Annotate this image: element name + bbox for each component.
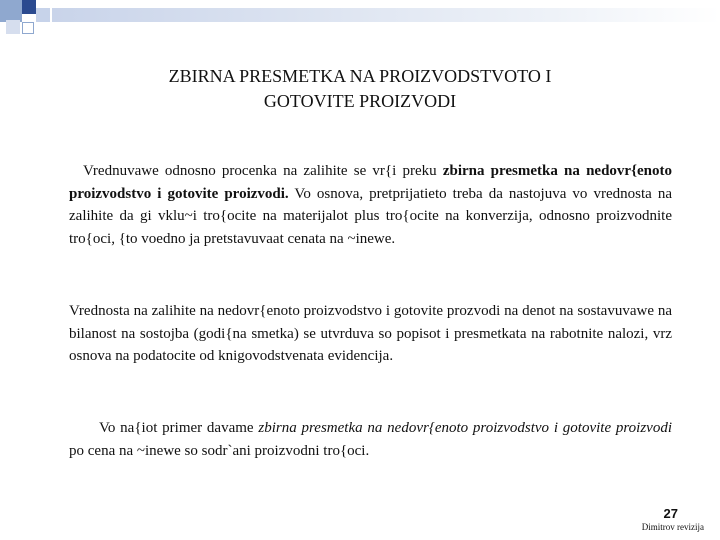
footer-text: Dimitrov revizija <box>641 522 704 532</box>
paragraph-2: Vrednosta na zalihite na nedovr{enoto proizvodstvo i gotovite prozvodi na denot na sostavuvawe na bilanost na sostojba (godi{na smetka) se utvrduva so popisot i presmetkata na rabotnite nalozi, vrz osnova na podatocite od knigovodstvenata evidencija. <box>69 303 672 364</box>
corner-decor-square <box>0 0 22 22</box>
corner-decor-square <box>36 8 50 22</box>
paragraph-3-italic: zbirna presmetka na nedovr{enoto proizvodstvo i gotovite proizvodi <box>258 420 672 436</box>
paragraph-1-text-b: Vo osnova, pretprijatieto treba da nastojuva vo vrednosta na zalihite da gi vklu~i tro{ocite na materijalot plus tro{ocite na konverzija, odnosno proizvodnite tro{oci, {to voedno ja pretstavuvaat cenata na ~inewe. <box>69 185 672 247</box>
title-line-1: ZBIRNA PRESMETKA NA PROIZVODSTVOTO I <box>168 66 552 86</box>
corner-decor-square <box>22 0 36 14</box>
title-line-2: GOTOVITE PROIZVODI <box>263 91 457 111</box>
page-number: 27 <box>663 506 678 521</box>
paragraph-3-text-a: Vo na{iot primer davame <box>99 420 259 436</box>
paragraph-1-text-a: Vrednuvawe odnosno procenka na zalihite se vr{i preku <box>83 163 443 179</box>
paragraph-1-bold: zbirna presmetka na nedovr{enoto proizvodstvo i gotovite proizvodi. <box>69 163 672 202</box>
corner-decor-square <box>6 20 20 34</box>
paragraph-3-text-b: po cena na ~inewe so sodr`ani proizvodni tro{oci. <box>69 442 370 459</box>
slide-title <box>60 64 660 114</box>
paragraph-1 <box>69 160 672 250</box>
corner-decor-square <box>22 22 34 34</box>
header-gradient-bar <box>52 8 720 22</box>
paragraph-3 <box>69 417 672 462</box>
